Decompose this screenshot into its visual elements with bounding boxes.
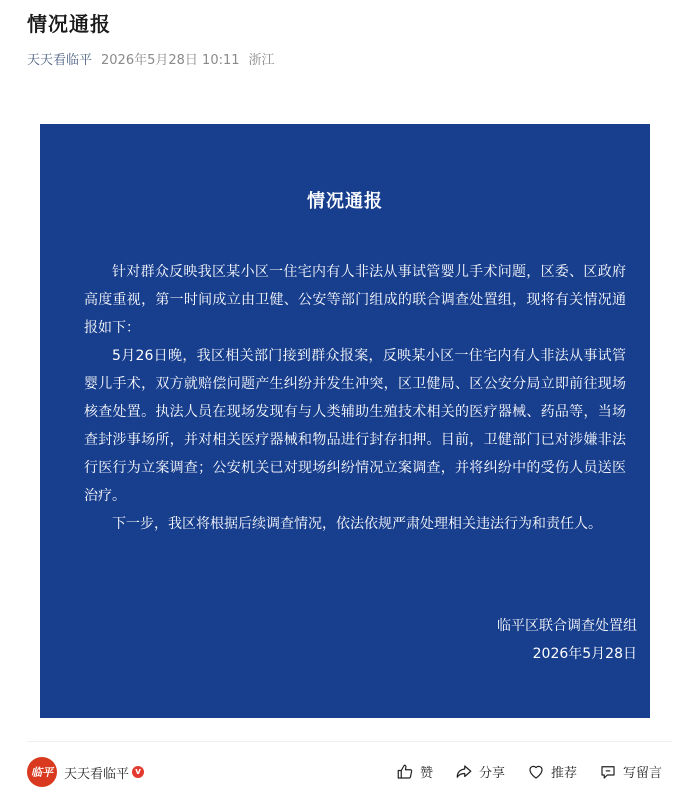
article-title: 情况通报	[27, 12, 111, 36]
notice-image	[40, 124, 650, 718]
share-button[interactable]	[455, 762, 505, 781]
share-label: 分享	[478, 766, 505, 781]
channel-info[interactable]	[27, 757, 144, 787]
thumbs-up-icon	[396, 763, 414, 781]
divider	[27, 741, 672, 742]
comment-icon	[599, 763, 617, 781]
notice-signature-block	[497, 612, 637, 668]
publish-datetime: 2026年5月28日 10:11	[101, 53, 240, 68]
verified-badge-icon: v	[132, 766, 144, 778]
heart-icon	[527, 763, 545, 781]
notice-paragraph: 针对群众反映我区某小区一住宅内有人非法从事试管婴儿手术问题，区委、区政府高度重视，第一时间成立由卫健、公安等部门组成的联合调查处置组，现将有关情况通报如下：	[84, 264, 626, 336]
notice-signature: 临平区联合调查处置组	[497, 618, 637, 634]
share-arrow-icon	[455, 763, 473, 781]
publish-location: 浙江	[248, 53, 275, 68]
like-label: 赞	[419, 766, 433, 781]
action-bar	[396, 762, 662, 781]
like-button[interactable]	[396, 762, 433, 781]
notice-heading: 情况通报	[307, 191, 383, 212]
channel-name[interactable]: 天天看临平	[64, 766, 130, 782]
notice-paragraph: 5月26日晚，我区相关部门接到群众报案，反映某小区一住宅内有人非法从事试管婴儿手术，双方就赔偿问题产生纠纷并发生冲突，区卫健局、区公安分局立即前往现场核查处置。执法人员在现场发现有与人类辅助生殖技术相关的医疗器械、药品等，当场查封涉事场所，并对相关医疗器械和物品进行封存扣押。目前，卫健部门已对涉嫌非法行医行为立案调查；公安机关已对现场纠纷情况立案调查，并将纠纷中的受伤人员送医治疗。	[84, 348, 626, 504]
notice-paragraph: 下一步，我区将根据后续调查情况，依法依规严肃处理相关违法行为和责任人。	[112, 516, 602, 532]
notice-date: 2026年5月28日	[532, 646, 637, 662]
recommend-label: 推荐	[550, 766, 577, 781]
recommend-button[interactable]	[527, 762, 577, 781]
article-meta	[27, 49, 275, 68]
bottom-bar	[0, 752, 699, 792]
comment-button[interactable]	[599, 762, 662, 781]
notice-body	[84, 258, 626, 538]
author-link[interactable]: 天天看临平	[27, 53, 93, 68]
comment-label: 写留言	[622, 766, 662, 781]
avatar[interactable]: 临平	[27, 757, 57, 787]
